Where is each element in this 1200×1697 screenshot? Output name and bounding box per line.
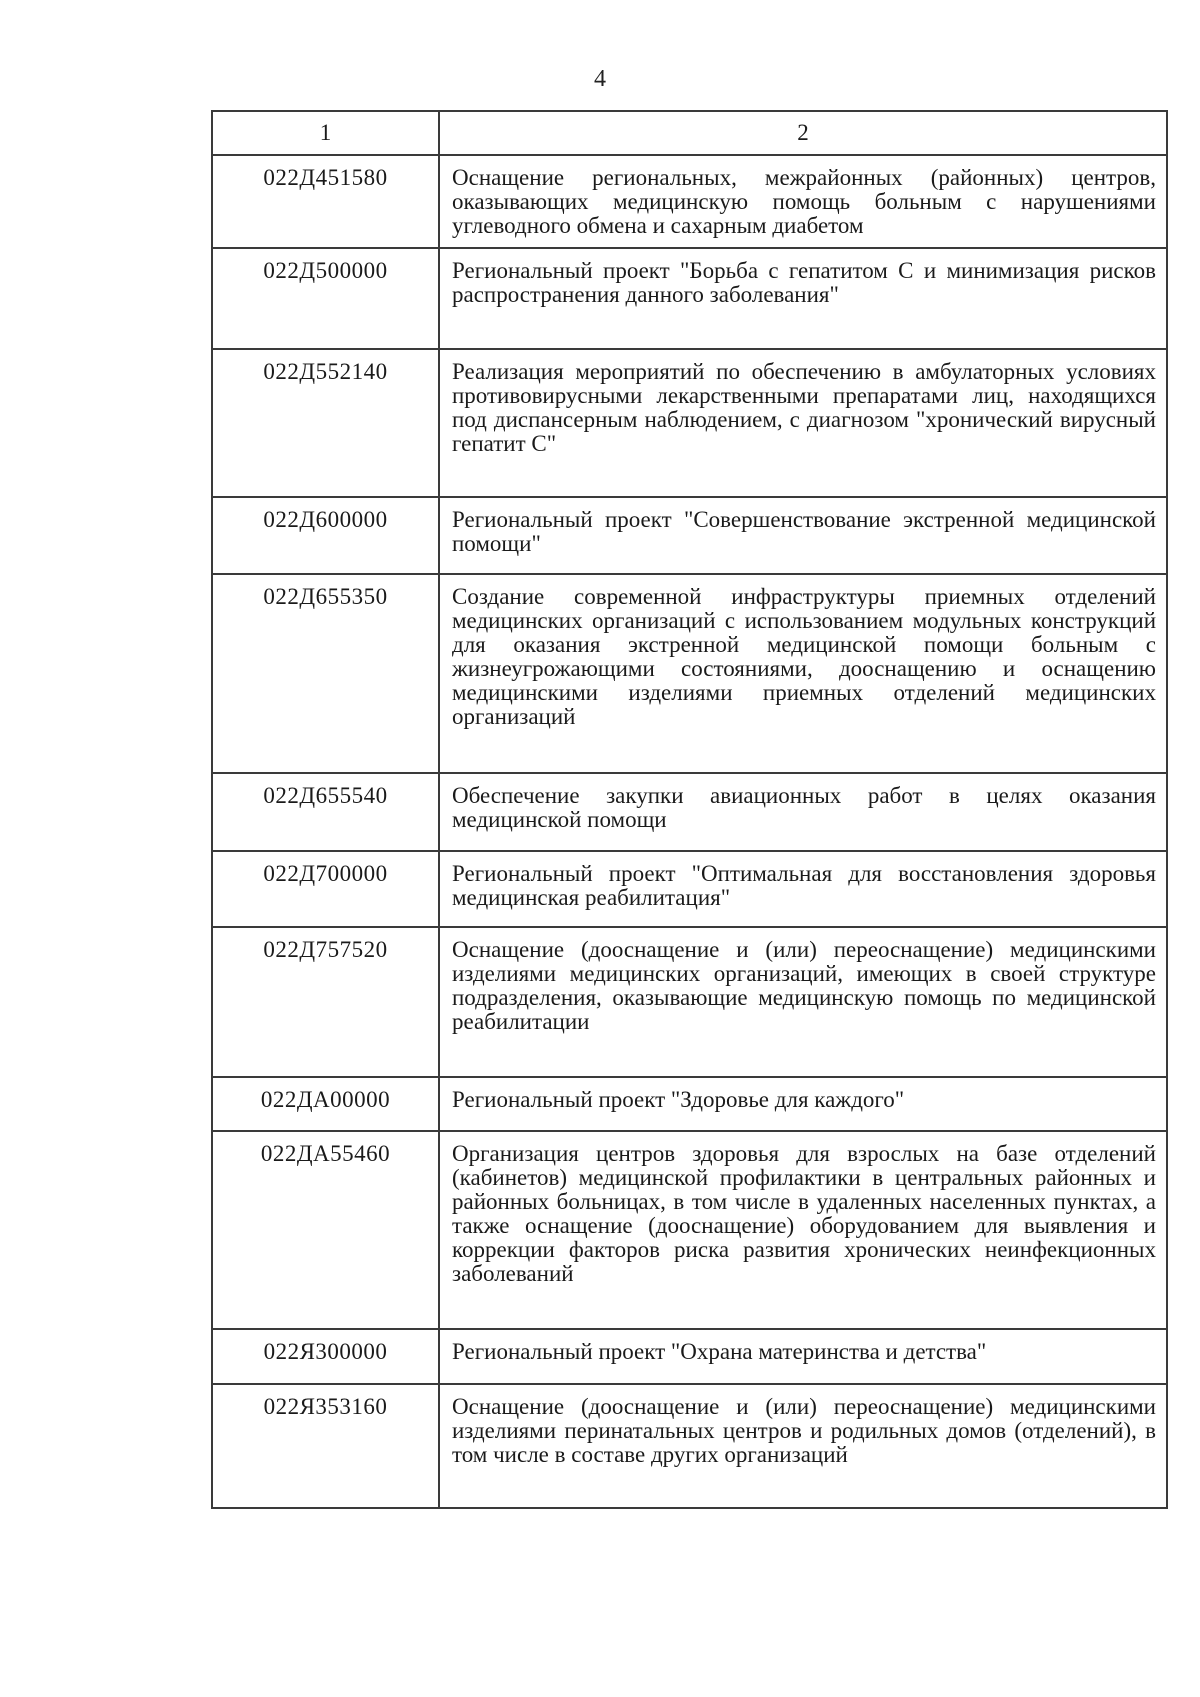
table-row	[212, 851, 1167, 927]
row-code: 022Д552140	[212, 349, 439, 497]
row-code: 022ДА00000	[212, 1077, 439, 1131]
row-description: Оснащение (дооснащение и (или) переоснащение) медицинскими изделиями перинатальных центров и родильных домов (отделений), в том числе в составе других организаций	[439, 1384, 1167, 1508]
table-row	[212, 349, 1167, 497]
table-row	[212, 773, 1167, 851]
row-code: 022Я353160	[212, 1384, 439, 1508]
row-description: Региональный проект "Охрана материнства и детства"	[439, 1329, 1167, 1384]
row-description: Обеспечение закупки авиационных работ в целях оказания медицинской помощи	[439, 773, 1167, 851]
row-description: Региональный проект "Совершенствование экстренной медицинской помощи"	[439, 497, 1167, 574]
table-header-row	[212, 111, 1167, 155]
row-description: Создание современной инфраструктуры приемных отделений медицинских организаций с использованием модульных конструкций для оказания экстренной медицинской помощи больным с жизнеугрожающими состояниями, дооснащению и оснащению медицинскими изделиями приемных отделений медицинских организаций	[439, 574, 1167, 773]
row-description: Организация центров здоровья для взрослых на базе отделений (кабинетов) медицинской профилактики в центральных районных и районных больницах, в том числе в удаленных населенных пунктах, а также оснащение (дооснащение) оборудованием для выявления и коррекции факторов риска развития хронических неинфекционных заболеваний	[439, 1131, 1167, 1329]
table-row	[212, 248, 1167, 349]
codes-table	[211, 110, 1168, 1509]
header-cell-description: 2	[439, 111, 1167, 155]
table-row	[212, 497, 1167, 574]
row-code: 022Д500000	[212, 248, 439, 349]
row-code: 022Д600000	[212, 497, 439, 574]
row-description: Оснащение региональных, межрайонных (районных) центров, оказывающих медицинскую помощь больным с нарушениями углеводного обмена и сахарным диабетом	[439, 155, 1167, 248]
row-description: Региональный проект "Борьба с гепатитом С и минимизация рисков распространения данного заболевания"	[439, 248, 1167, 349]
table-row	[212, 1384, 1167, 1508]
row-code: 022Д655540	[212, 773, 439, 851]
row-description: Реализация мероприятий по обеспечению в амбулаторных условиях противовирусными лекарственными препаратами лиц, находящихся под диспансерным наблюдением, с диагнозом "хронический вирусный гепатит С"	[439, 349, 1167, 497]
header-cell-code: 1	[212, 111, 439, 155]
row-description: Региональный проект "Здоровье для каждого"	[439, 1077, 1167, 1131]
row-code: 022Д700000	[212, 851, 439, 927]
table-row	[212, 1131, 1167, 1329]
row-code: 022Д451580	[212, 155, 439, 248]
row-code: 022Д757520	[212, 927, 439, 1077]
table-row	[212, 574, 1167, 773]
table-row	[212, 155, 1167, 248]
table-row	[212, 1077, 1167, 1131]
table-row	[212, 1329, 1167, 1384]
row-description: Оснащение (дооснащение и (или) переоснащение) медицинскими изделиями медицинских организаций, имеющих в своей структуре подразделения, оказывающие медицинскую помощь по медицинской реабилитации	[439, 927, 1167, 1077]
row-code: 022ДА55460	[212, 1131, 439, 1329]
table-row	[212, 927, 1167, 1077]
row-code: 022Д655350	[212, 574, 439, 773]
row-description: Региональный проект "Оптимальная для восстановления здоровья медицинская реабилитация"	[439, 851, 1167, 927]
page-number: 4	[594, 66, 606, 92]
row-code: 022Я300000	[212, 1329, 439, 1384]
